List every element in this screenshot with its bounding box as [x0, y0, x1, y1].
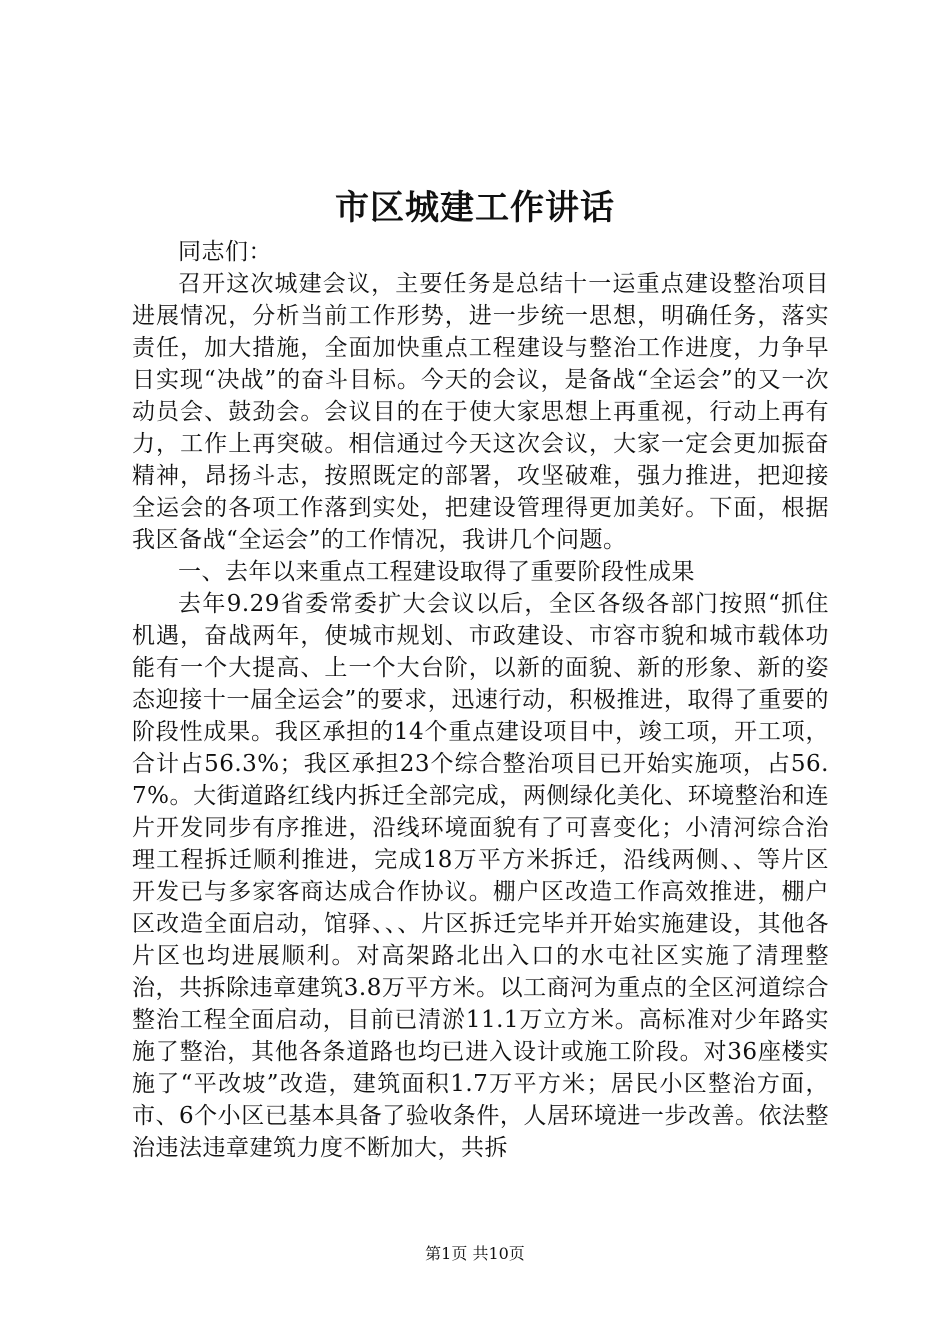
salutation-paragraph: 同志们： [178, 239, 272, 265]
intro-paragraph: 召开这次城建会议，主要任务是总结十一运重点建设整治项目进展情况，分析当前工作形势，进一步统一思想，明确任务，落实责任，加大措施，全面加快重点工程建设与整治工作进度，力争早日实现“决战”的奋斗目标。今天的会议，是备战“全运会”的又一次动员会、鼓劲会。会议目的在于使大家思想上再重视，行动上再有力，工作上再突破。相信通过今天这次会议，大家一定会更加振奋精神，昂扬斗志，按照既定的部署，攻坚破难，强力推进，把迎接全运会的各项工作落到实处，把建设管理得更加美好。下面，根据我区备战“全运会”的工作情况，我讲几个问题。 [132, 271, 829, 553]
achievements-paragraph: 去年9.29省委常委扩大会议以后，全区各级各部门按照“抓住机遇，奋战两年，使城市规划、市政建设、市容市貌和城市载体功能有一个大提高、上一个大台阶，以新的面貌、新的形象、新的姿态迎接十一届全运会”的要求，迅速行动，积极推进，取得了重要的阶段性成果。我区承担的14个重点建设项目中，竣工项，开工项，合计占56.3%；我区承担23个综合整治项目已开始实施项，占56.7%。大街道路红线内拆迁全部完成，两侧绿化美化、环境整治和连片开发同步有序推进，沿线环境面貌有了可喜变化；小清河综合治理工程拆迁顺利推进，完成18万平方米拆迁，沿线两侧、、等片区开发已与多家客商达成合作协议。棚户区改造工作高效推进，棚户区改造全面启动，馆驿、、、片区拆迁完毕并开始实施建设，其他各片区也均进展顺利。对高架路北出入口的水屯社区实施了清理整治，共拆除违章建筑3.8万平方米。以工商河为重点的全区河道综合整治工程全面启动，目前已清淤11.1万立方米。高标准对少年路实施了整治，其他各条道路也均已进入设计或施工阶段。对36座楼实施了“平改坡”改造，建筑面积1.7万平方米；居民小区整治方面，市、6个小区已基本具备了验收条件，人居环境进一步改善。依法整治违法违章建筑力度不断加大，共拆 [132, 591, 829, 1161]
page-footer: 第1页 共10页 [425, 1244, 525, 1263]
document-body [132, 236, 829, 1164]
document-title: 市区城建工作讲话 [335, 188, 615, 228]
section-heading: 一、去年以来重点工程建设取得了重要阶段性成果 [178, 559, 695, 585]
